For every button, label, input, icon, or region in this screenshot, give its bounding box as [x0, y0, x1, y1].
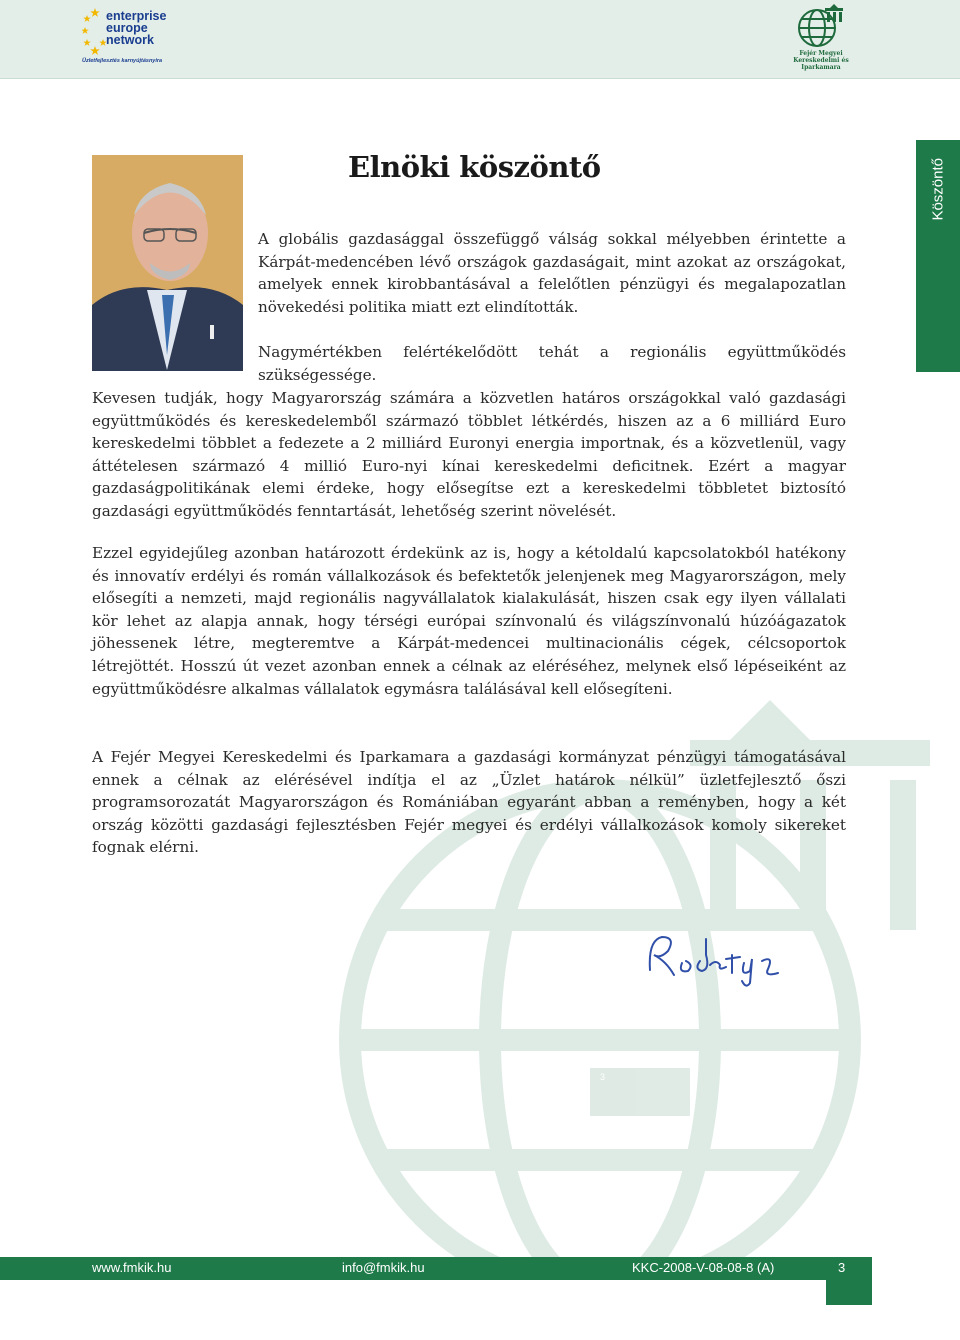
page-number-box-label: 3: [600, 1072, 606, 1082]
footer-email-link[interactable]: info@fmkik.hu: [342, 1260, 425, 1275]
eu-stars-icon: [82, 6, 108, 56]
paragraph-3: Ezzel egyidejűleg azonban határozott érdekünk az is, hogy a kétoldalú kapcsolatokból hatékony és innovatív erdélyi és román vállalkozások és befektetők jelenjenek meg Magyarországon, mely elősegíti a nemzeti, majd regionális nagyvállalatok kialakulását, hiszen csak egy ilyen vállalati kör lehet az alapja annak, hogy térségi európai színvonalú és világszínvonalú húzóágazatok jöhessenek létre, megteremtve a Kárpát-medencei multinacionális cégek, célcsoportok létrejöttét. Hosszú út vezet azonban ennek a célnak az eléréséhez, melynek első lépéseiként az együttműködésre alkalmas vállalatok egymásra találásával kell elősegíteni.: [92, 544, 846, 698]
paragraph-2-body: Kevesen tudják, hogy Magyarország számára a közvetlen határos országokkal való gazdasági együttműködés és kereskedelemből származó többlet létkérdés, hiszen az a 6 milliárd Euro kereskedelmi többlet a fedezete a 2 milliárd Euronyi energia importnak, és a közvetlenül, vagy áttételesen származó 4 millió Euro-nyi kínai kereskedelmi deficitnek. Ezért a magyar gazdaságpolitikának elemi érdeke, hogy elősegítse ezt a kereskedelmi többletet biztosító gazdasági együttműködés fenntartását, lehetőség szerint növelését.: [92, 389, 846, 520]
section-tab-label: Köszöntő: [929, 158, 947, 221]
footer-page-number: 3: [838, 1260, 846, 1275]
page-footer: [0, 1257, 826, 1280]
een-tagline: Üzletfejlesztés karnyújtásnyira: [82, 58, 163, 64]
section-tab: [916, 140, 960, 372]
chamber-name-line2: Kereskedelmi és Iparkamara: [793, 57, 849, 71]
paragraph-1: A globális gazdasággal összefüggő válság sokkal mélyebben érintette a Kárpát-medencében lévő országok gazdaságait, mint azokat az országokat, amelyek ennek kirobbantásával a felelőtlen pénzügyi és megalapozatlan növekedési politika miatt ezt elindították.: [258, 230, 846, 316]
handwritten-signature: [640, 925, 800, 990]
paragraph-2-lead: Nagymértékben felértékelődött tehát a regionális együttműködés szükségessége.: [258, 343, 846, 384]
enterprise-europe-network-logo: [82, 6, 202, 68]
page-number-box: [590, 1068, 690, 1116]
een-word-europe: europe: [106, 21, 148, 35]
footer-website-link[interactable]: www.fmkik.hu: [92, 1260, 172, 1275]
paragraph-4: A Fejér Megyei Kereskedelmi és Iparkamara a gazdasági kormányzat pénzügyi támogatásával ennek a célnak az elérésével indítja el az „Üzlet határok nélkül” üzletfejlesztő őszi programsorozatát Magyarországon és Romániában egyaránt abban a reményben, hogy a két ország közötti gazdasági fejlesztésben Fejér megyei és erdélyi vállalkozások komoly sikereket fognak elérni.: [92, 748, 846, 857]
chamber-name-line1: Fejér Megyei: [799, 50, 843, 57]
page-title: Elnöki köszöntő: [348, 150, 601, 184]
een-word-enterprise: enterprise: [106, 9, 167, 23]
page-header: [0, 0, 960, 79]
footer-page-number-box: [826, 1257, 872, 1305]
een-word-network: network: [106, 33, 154, 47]
footer-document-code: KKC-2008-V-08-08-8 (A): [632, 1260, 775, 1275]
president-portrait: [92, 155, 243, 371]
globe-arches-icon: [797, 4, 845, 50]
chamber-logo: [778, 4, 864, 72]
een-wordmark: [106, 10, 166, 46]
